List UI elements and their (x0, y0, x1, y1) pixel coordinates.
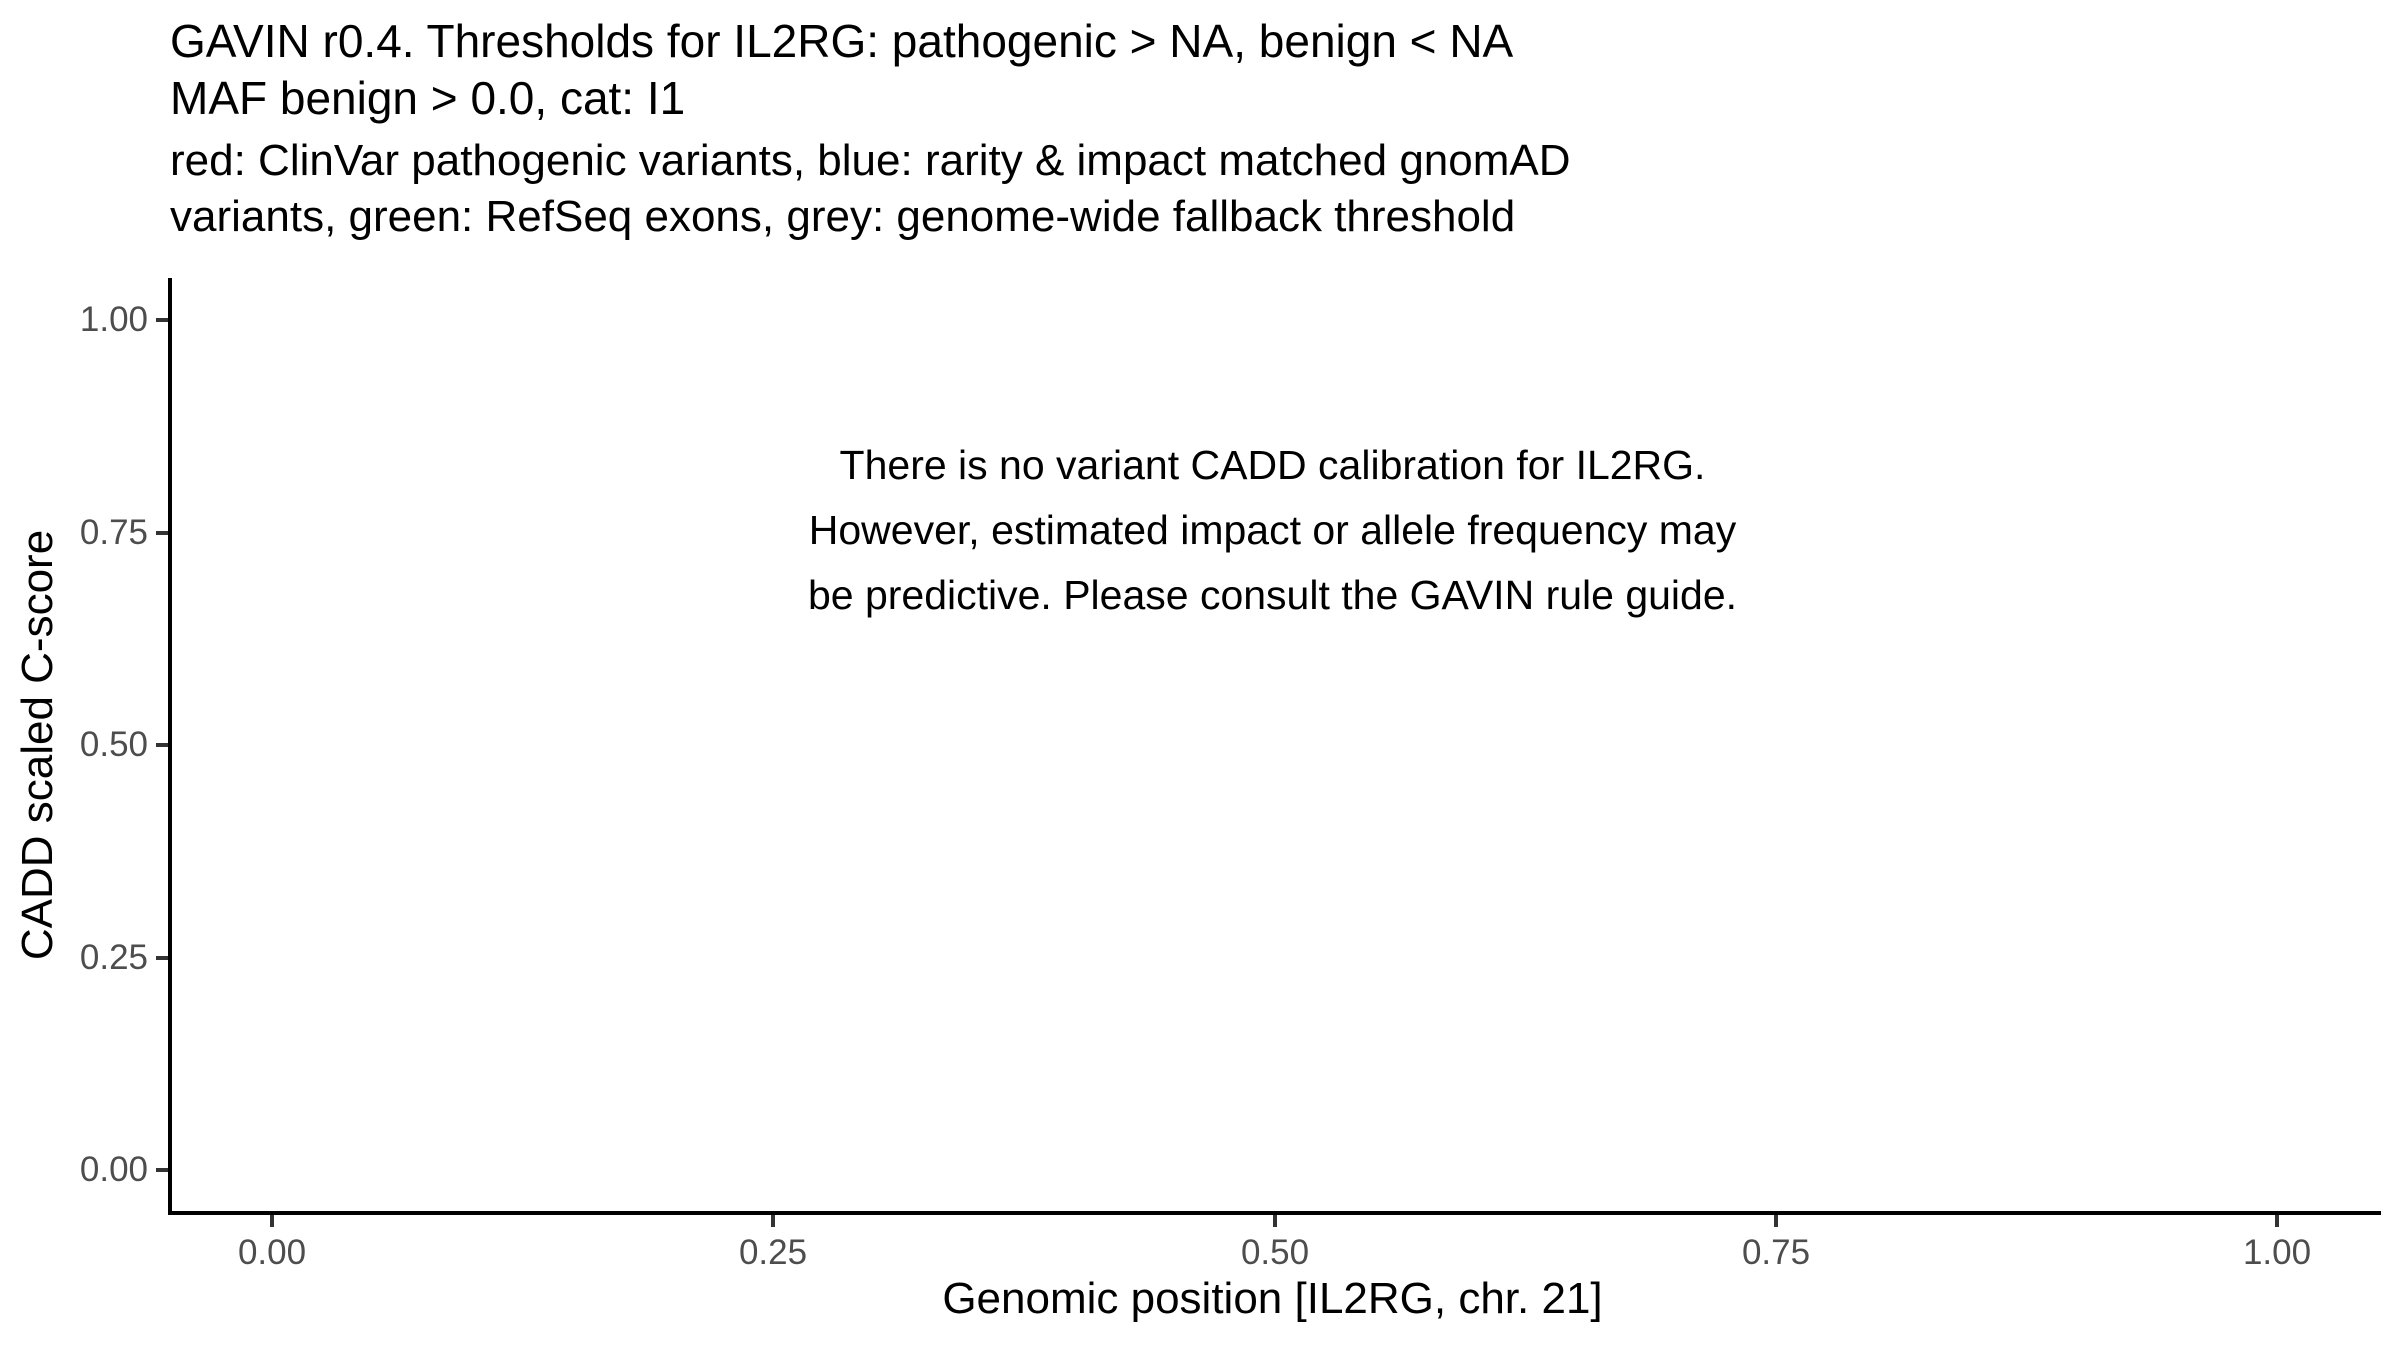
x-axis-label: Genomic position [IL2RG, chr. 21] (942, 1274, 1603, 1323)
y-tick-label: 0.25 (79, 938, 148, 977)
y-axis-label: CADD scaled C-score (13, 529, 62, 961)
x-tick-mark (2275, 1215, 2279, 1227)
x-tick-label: 0.25 (738, 1233, 808, 1272)
y-tick-label: 0.00 (79, 1150, 148, 1189)
plot-title-line-1: GAVIN r0.4. Thresholds for IL2RG: pathogenic > NA, benign < NA (170, 15, 1514, 67)
y-tick-label: 1.00 (79, 300, 148, 339)
plot-subtitle-line-1: red: ClinVar pathogenic variants, blue: rarity & impact matched gnomAD (170, 136, 1571, 185)
x-tick-label: 0.50 (1240, 1233, 1310, 1272)
empty-plot-annotation (168, 433, 2377, 628)
y-tick-mark (156, 531, 168, 535)
x-tick-mark (771, 1215, 775, 1227)
y-tick-label: 0.75 (79, 513, 148, 552)
y-tick-mark (156, 1168, 168, 1172)
x-tick-mark (270, 1215, 274, 1227)
x-tick-label: 0.75 (1741, 1233, 1811, 1272)
plot-subtitle (170, 133, 1571, 245)
annotation-line-2: However, estimated impact or allele frequency may (808, 507, 1737, 553)
plot-panel (168, 278, 2381, 1215)
x-tick-mark (1273, 1215, 1277, 1227)
x-tick-mark (1774, 1215, 1778, 1227)
x-tick-label: 0.00 (237, 1233, 307, 1272)
x-tick-label: 1.00 (2242, 1233, 2312, 1272)
y-tick-label: 0.50 (79, 725, 148, 764)
y-tick-mark (156, 743, 168, 747)
annotation-line-3: be predictive. Please consult the GAVIN rule guide. (807, 572, 1738, 618)
plot-subtitle-line-2: variants, green: RefSeq exons, grey: genome-wide fallback threshold (170, 192, 1516, 241)
plot-title (170, 13, 1513, 127)
annotation-line-1: There is no variant CADD calibration for IL2RG. (839, 442, 1706, 488)
y-tick-mark (156, 318, 168, 322)
plot-title-line-2: MAF benign > 0.0, cat: I1 (170, 72, 686, 124)
y-tick-mark (156, 956, 168, 960)
